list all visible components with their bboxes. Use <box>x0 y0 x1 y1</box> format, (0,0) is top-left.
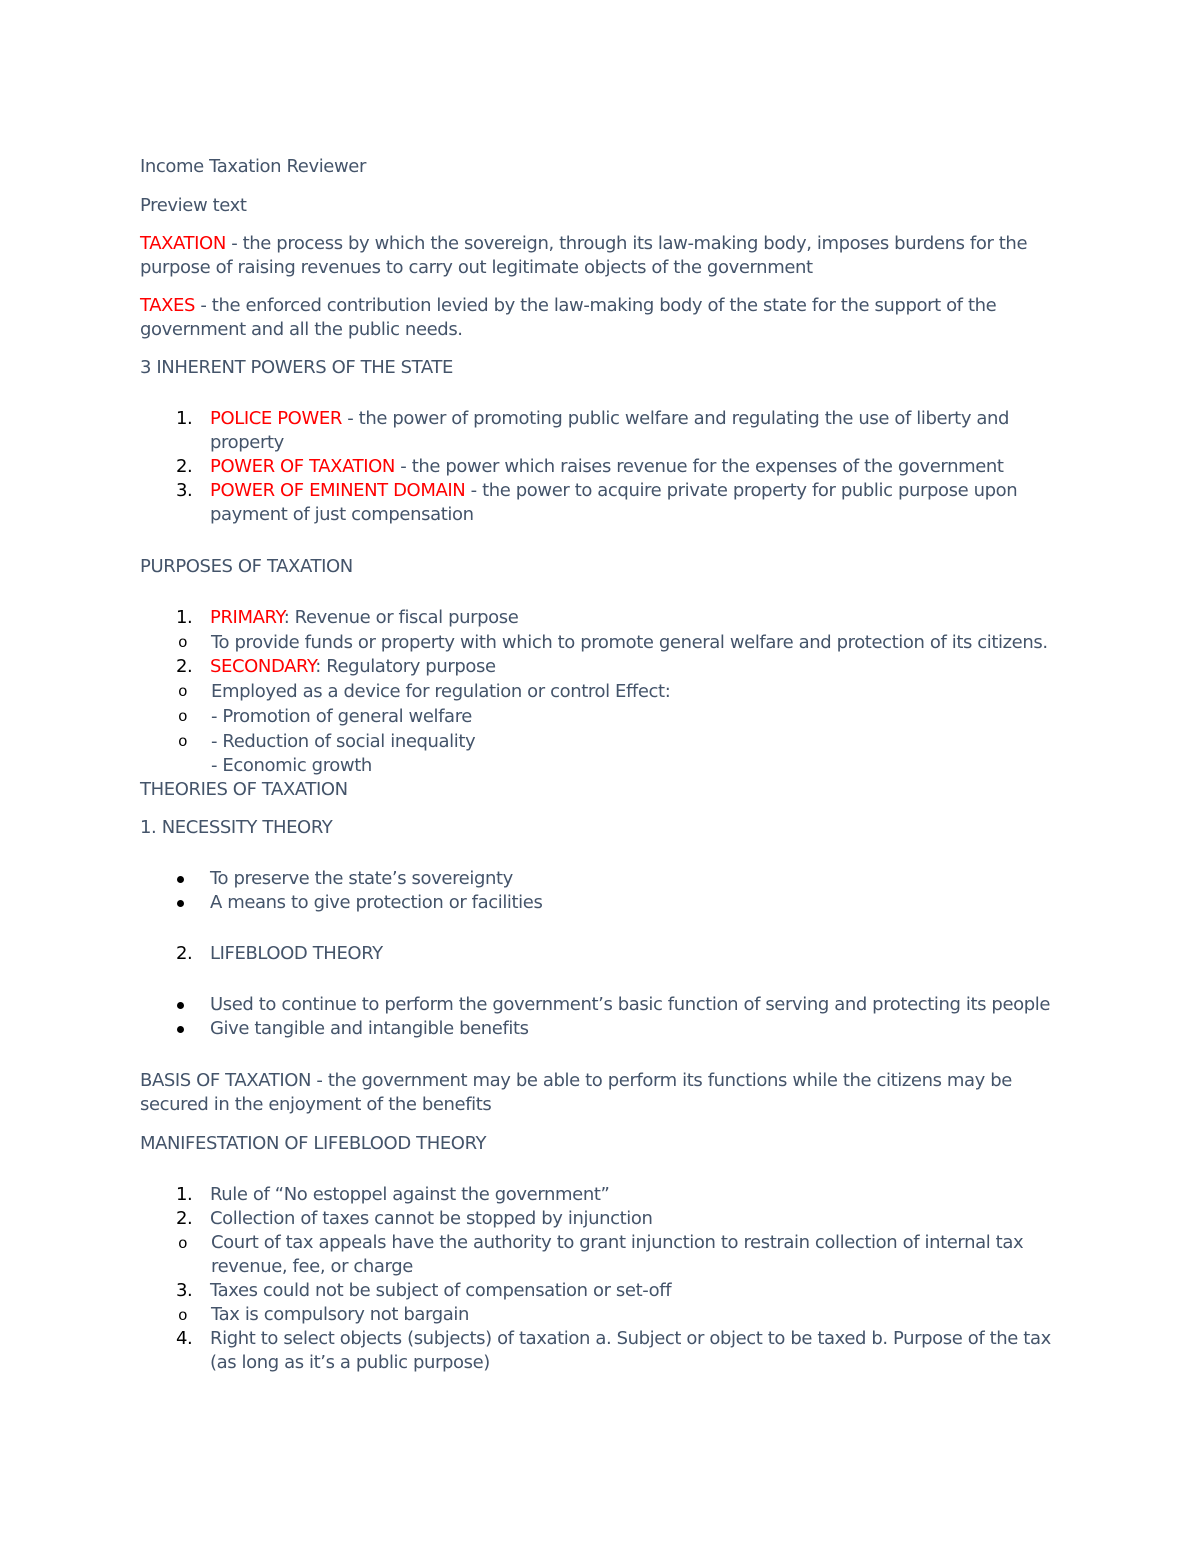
manifestation-sub-item <box>70 1231 1060 1279</box>
basis-of-taxation: BASIS OF TAXATION - the government may be able to perform its functions while the citizens may be secured in the enjoyment of the benefits <box>140 1070 1012 1115</box>
purpose-term: PRIMARY <box>210 607 284 628</box>
bullet-text: To preserve the state’s sovereignty <box>210 868 513 889</box>
bullet-dot <box>177 1026 184 1033</box>
power-def: - the power of promoting public welfare and regulating the use of liberty and property <box>210 408 1010 453</box>
manifestation-text: Taxes could not be subject of compensation or set-off <box>210 1280 672 1301</box>
necessity-bullet <box>140 891 1060 915</box>
sub-bullet-marker: o <box>178 1307 188 1325</box>
bullet-dot <box>177 876 184 883</box>
taxes-definition <box>140 294 1060 342</box>
list-number: 1. <box>176 607 193 628</box>
purpose-item <box>140 606 1060 630</box>
purposes-heading: PURPOSES OF TAXATION <box>140 556 353 577</box>
manifestation-text: Collection of taxes cannot be stopped by injunction <box>210 1208 653 1229</box>
taxation-term: TAXATION <box>140 233 226 254</box>
purpose-sub-item <box>70 704 1060 729</box>
list-number: 2. <box>176 656 193 677</box>
powers-list <box>140 407 1060 527</box>
taxation-def-text: - the process by which the sovereign, through its law-making body, imposes burdens for the purpose of raising revenues to carry out legitimate objects of the government <box>140 233 1028 278</box>
bullet-text: A means to give protection or facilities <box>210 892 543 913</box>
manifestation-sub-text: Court of tax appeals have the authority to grant injunction to restrain collection of internal tax revenue, fee, or charge <box>211 1232 1024 1277</box>
lifeblood-heading-list <box>140 942 1060 966</box>
power-item <box>140 479 1060 527</box>
manifestation-item <box>140 1279 1060 1303</box>
purpose-sub-tail: - Economic growth <box>211 755 372 776</box>
necessity-bullet <box>140 867 1060 891</box>
sub-bullet-marker: o <box>178 733 188 751</box>
manifestation-item <box>140 1207 1060 1231</box>
lifeblood-bullet <box>140 993 1060 1017</box>
purpose-term: SECONDARY <box>210 656 316 677</box>
powers-heading: 3 INHERENT POWERS OF THE STATE <box>140 357 453 378</box>
power-term: POWER OF TAXATION <box>210 456 395 477</box>
power-item <box>140 455 1060 479</box>
taxes-def-text: - the enforced contribution levied by the law-making body of the state for the support of the government and all the public needs. <box>140 295 997 340</box>
lifeblood-bullet <box>140 1017 1060 1041</box>
document-page <box>140 155 1060 1375</box>
taxation-definition <box>140 232 1060 280</box>
list-number: 1. <box>176 1184 193 1205</box>
manifestation-item <box>140 1327 1060 1375</box>
preview-label: Preview text <box>140 195 247 216</box>
list-number: 3. <box>176 480 193 501</box>
list-number: 4. <box>176 1328 193 1349</box>
power-def: - the power to acquire private property for public purpose upon payment of just compensation <box>210 480 1018 525</box>
lifeblood-list <box>140 993 1060 1041</box>
sub-bullet-marker: o <box>178 1235 188 1253</box>
sub-bullet-marker: o <box>178 634 188 652</box>
list-number: 1. <box>176 408 193 429</box>
power-term: POLICE POWER <box>210 408 342 429</box>
manifestation-text: Rule of “No estoppel against the government” <box>210 1184 610 1205</box>
power-item <box>140 407 1060 455</box>
theories-heading: THEORIES OF TAXATION <box>140 779 348 800</box>
document-title: Income Taxation Reviewer <box>140 156 366 177</box>
purpose-sub-item <box>70 679 1060 704</box>
manifestation-sub-text: Tax is compulsory not bargain <box>211 1304 469 1325</box>
taxes-term: TAXES <box>140 295 196 316</box>
list-number: 2. <box>176 1208 193 1229</box>
power-def: - the power which raises revenue for the expenses of the government <box>394 456 1004 477</box>
power-term: POWER OF EMINENT DOMAIN <box>210 480 466 501</box>
purpose-item <box>140 655 1060 679</box>
manifestation-heading: MANIFESTATION OF LIFEBLOOD THEORY <box>140 1133 487 1154</box>
bullet-text: Give tangible and intangible benefits <box>210 1018 529 1039</box>
bullet-dot <box>177 900 184 907</box>
purpose-sub-text: - Promotion of general welfare <box>211 706 472 727</box>
manifestation-text: Right to select objects (subjects) of taxation a. Subject or object to be taxed b. Purpose of the tax (as long as it’s a public purpose) <box>210 1328 1051 1373</box>
necessity-heading: 1. NECESSITY THEORY <box>140 817 333 838</box>
manifestation-list <box>140 1183 1060 1375</box>
bullet-text: Used to continue to perform the government’s basic function of serving and protecting its people <box>210 994 1051 1015</box>
lifeblood-heading: LIFEBLOOD THEORY <box>210 943 383 964</box>
purpose-sub-item <box>70 729 1060 754</box>
purpose-sub-item <box>70 630 1060 655</box>
manifestation-item <box>140 1183 1060 1207</box>
purpose-sub-text: Employed as a device for regulation or control Effect: <box>211 681 671 702</box>
purposes-list <box>140 606 1060 778</box>
list-number: 2. <box>176 456 193 477</box>
list-number: 3. <box>176 1280 193 1301</box>
sub-bullet-marker: o <box>178 683 188 701</box>
purpose-def: : Revenue or fiscal purpose <box>283 607 519 628</box>
sub-bullet-marker: o <box>178 708 188 726</box>
bullet-dot <box>177 1002 184 1009</box>
purpose-def: : Regulatory purpose <box>315 656 496 677</box>
manifestation-sub-item <box>70 1303 1060 1327</box>
lifeblood-heading-item <box>140 942 1060 966</box>
purpose-sub-text: To provide funds or property with which to promote general welfare and protection of its citizens. <box>211 632 1048 653</box>
purpose-sub-text: - Reduction of social inequality <box>211 731 476 752</box>
necessity-list <box>140 867 1060 915</box>
list-number: 2. <box>176 943 193 964</box>
